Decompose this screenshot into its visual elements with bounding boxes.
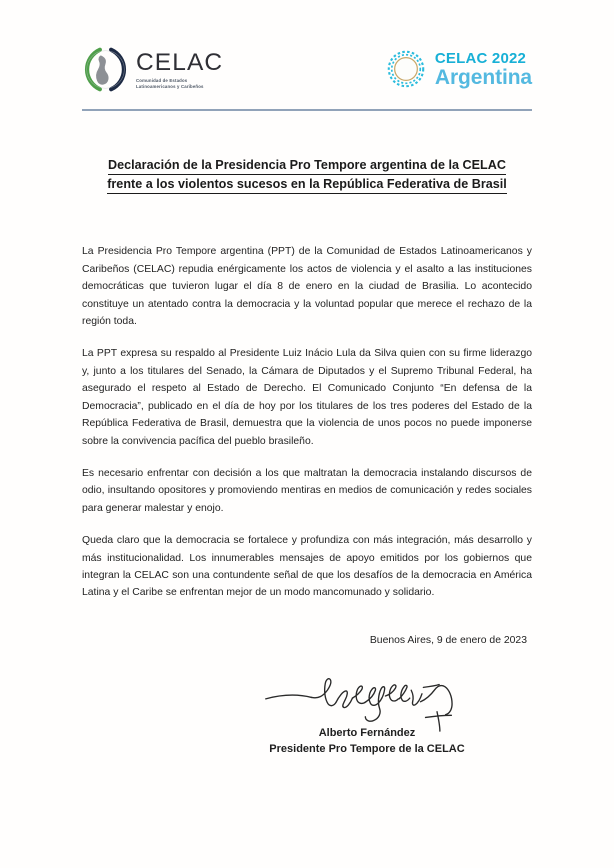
- signatory-role: Presidente Pro Tempore de la CELAC: [269, 742, 465, 755]
- page-title: [82, 156, 532, 194]
- signature-block: [82, 670, 532, 758]
- celac-name: CELAC: [136, 48, 224, 76]
- celac-logo: [82, 46, 228, 93]
- page-title-line2: frente a los violentos sucesos en la República Federativa de Brasil: [107, 178, 507, 194]
- page-title-line1: Declaración de la Presidencia Pro Tempore argentina de la CELAC: [108, 159, 506, 175]
- argentina-wordmark: [435, 51, 532, 88]
- dateline: Buenos Aires, 9 de enero de 2023: [369, 634, 527, 646]
- sun-of-may-icon: [385, 48, 427, 90]
- handwritten-signature-icon: [260, 670, 475, 732]
- celac-globe-icon: [82, 46, 129, 93]
- argentina-logo-line1: CELAC 2022: [434, 49, 527, 67]
- celac-subtitle: Comunidad de Estados Latinoamericanos y Caribeños: [136, 77, 204, 89]
- document-header: [82, 0, 532, 100]
- paragraph: La Presidencia Pro Tempore argentina (PPT) de la Comunidad de Estados Latinoamericanos y Caribeños (CELAC) repudia enérgicamente los actos de violencia y el asalto a las instituciones democráticas que tuvieron lugar el día 8 de enero en la ciudad de Brasilia. Lo acontecido constituye un atentado contra la democracia y la voluntad popular que merece el rechazo de la región toda.: [82, 246, 532, 328]
- signatory-name: Alberto Fernández: [318, 726, 416, 739]
- paragraph: La PPT expresa su respaldo al Presidente Luiz Inácio Lula da Silva quien con su firme liderazgo y, junto a los titulares del Senado, la Cámara de Diputados y el Supremo Tribunal Federal, ha asegurado el respeto al Estado de Derecho. El Comunicado Conjunto “En defensa de la Democracia”, publicado en el día de hoy por los titulares de los tres poderes del Estado de la República Federativa de Brasil, demuestra que la violencia de unos pocos no puede imponerse sobre la convivencia pacífica del pueblo brasileño.: [82, 348, 532, 447]
- paragraph: Queda claro que la democracia se fortalece y profundiza con más integración, más desarrollo y más institucionalidad. Los innumerables mensajes de apoyo emitidos por los gobiernos que integran la CELAC son una contundente señal de que los desafíos de la democracia en América Latina y el Caribe se enfrentan mejor de un modo mancomunado y solidario.: [82, 535, 532, 599]
- paragraph: Es necesario enfrentar con decisión a los que maltratan la democracia instalando discursos de odio, insultando opositores y promoviendo mentiras en medios de comunicación y redes sociales para generar malestar y enojo.: [82, 467, 532, 514]
- header-divider: [82, 109, 532, 111]
- document-body: [82, 243, 532, 601]
- celac-wordmark: [136, 49, 228, 90]
- argentina-logo: [385, 48, 532, 90]
- argentina-logo-line2: Argentina: [434, 65, 532, 89]
